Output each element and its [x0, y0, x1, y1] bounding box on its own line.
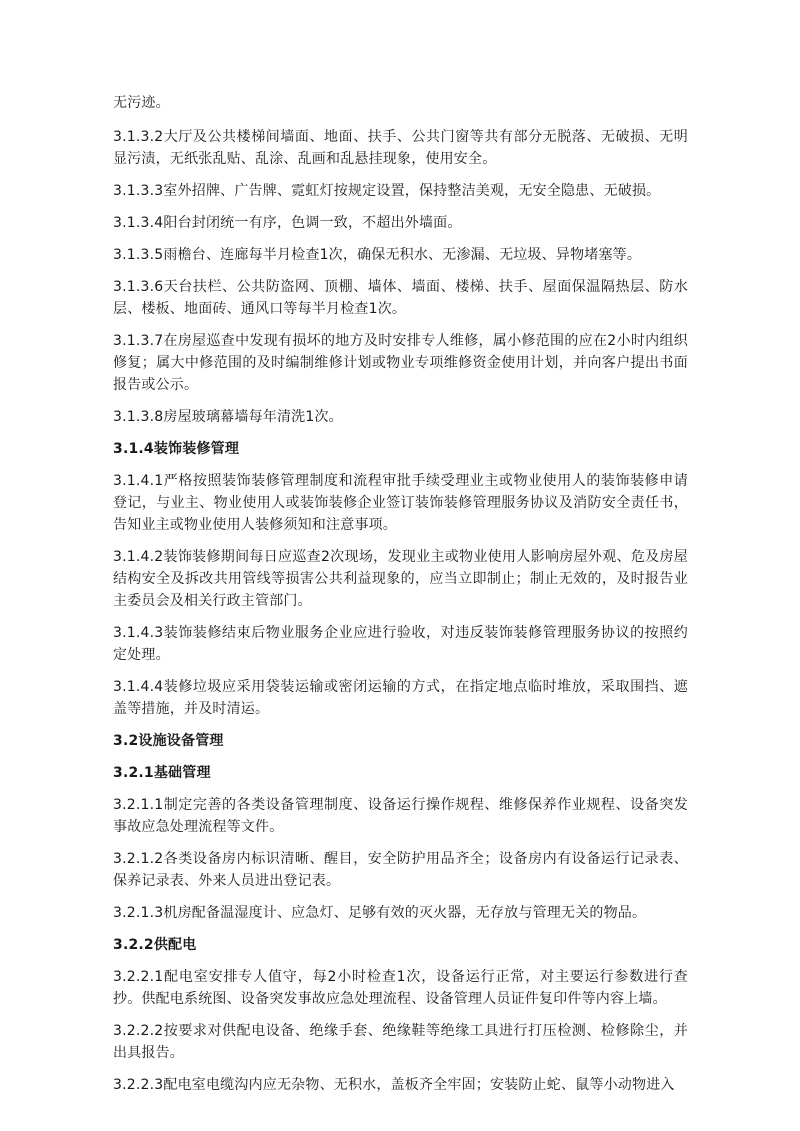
paragraph: 3.2.1.1制定完善的各类设备管理制度、设备运行操作规程、维修保养作业规程、设备突发事故应急处理流程等文件。	[113, 797, 688, 835]
paragraph: 3.1.4.4装修垃圾应采用袋装运输或密闭运输的方式，在指定地点临时堆放，采取围挡、遮盖等措施，并及时清运。	[113, 679, 688, 717]
section-heading: 3.2.2供配电	[113, 937, 197, 953]
paragraph: 3.2.1.3机房配备温湿度计、应急灯、足够有效的灭火器，无存放与管理无关的物品。	[113, 905, 647, 921]
paragraph: 3.2.2.2按要求对供配电设备、绝缘手套、绝缘鞋等绝缘工具进行打压检测、检修除尘，并出具报告。	[113, 1023, 688, 1061]
paragraph: 3.1.3.5雨檐台、连廊每半月检查1次，确保无积水、无渗漏、无垃圾、异物堵塞等。	[113, 247, 642, 263]
paragraph: 3.1.3.4阳台封闭统一有序，色调一致，不超出外墙面。	[113, 215, 462, 231]
paragraph: 3.1.4.3装饰装修结束后物业服务企业应进行验收，对违反装饰装修管理服务协议的按照约定处理。	[113, 625, 688, 663]
section-heading: 3.2设施设备管理	[113, 733, 224, 749]
paragraph: 3.1.3.8房屋玻璃幕墙每年清洗1次。	[113, 409, 343, 425]
paragraph: 3.1.3.3室外招牌、广告牌、霓虹灯按规定设置，保持整洁美观，无安全隐患、无破损。	[113, 183, 661, 199]
section-heading: 3.2.1基础管理	[113, 765, 211, 781]
section-heading: 3.1.4装饰装修管理	[113, 441, 240, 457]
paragraph: 3.1.4.1严格按照装饰装修管理制度和流程审批手续受理业主或物业使用人的装饰装修申请登记，与业主、物业使用人或装饰装修企业签订装饰装修管理服务协议及消防安全责任书，告知业主或物业使用人装修须知和注意事项。	[113, 473, 688, 533]
paragraph: 3.1.3.7在房屋巡查中发现有损坏的地方及时安排专人维修，属小修范围的应在2小时内组织修复；属大中修范围的及时编制维修计划或物业专项维修资金使用计划，并向客户提出书面报告或公示。	[113, 333, 688, 393]
paragraph: 3.1.3.2大厅及公共楼梯间墙面、地面、扶手、公共门窗等共有部分无脱落、无破损、无明显污渍，无纸张乱贴、乱涂、乱画和乱悬挂现象，使用安全。	[113, 129, 688, 167]
paragraph: 3.2.1.2各类设备房内标识清晰、醒目，安全防护用品齐全；设备房内有设备运行记录表、保养记录表、外来人员进出登记表。	[113, 851, 688, 889]
paragraph: 3.2.2.1配电室安排专人值守，每2小时检查1次，设备运行正常，对主要运行参数进行查抄。供配电系统图、设备突发事故应急处理流程、设备管理人员证件复印件等内容上墙。	[113, 969, 688, 1007]
paragraph: 3.1.4.2装饰装修期间每日应巡查2次现场，发现业主或物业使用人影响房屋外观、危及房屋结构安全及拆改共用管线等损害公共利益现象的，应当立即制止；制止无效的，及时报告业主委员会及相关行政主管部门。	[113, 549, 688, 609]
paragraph: 3.2.2.3配电室电缆沟内应无杂物、无积水，盖板齐全牢固；安装防止蛇、鼠等小动物进入	[113, 1077, 675, 1093]
paragraph: 3.1.3.6天台扶栏、公共防盗网、顶棚、墙体、墙面、楼梯、扶手、屋面保温隔热层、防水层、楼板、地面砖、通风口等每半月检查1次。	[113, 279, 688, 317]
paragraph: 无污迹。	[113, 95, 170, 111]
document-body	[113, 92, 688, 1106]
